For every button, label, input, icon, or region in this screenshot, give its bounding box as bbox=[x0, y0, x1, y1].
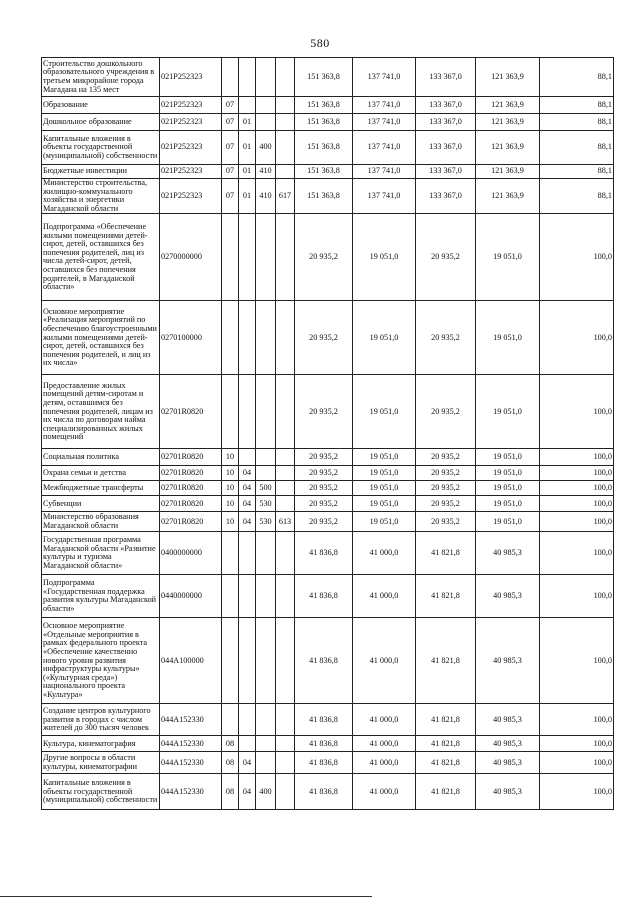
row-value-3: 20 935,2 bbox=[416, 214, 476, 301]
row-value-1: 20 935,2 bbox=[295, 466, 353, 481]
row-administrator bbox=[276, 481, 295, 496]
row-value-2: 41 000,0 bbox=[353, 774, 416, 810]
row-value-4: 121 363,9 bbox=[476, 97, 540, 114]
row-value-2: 19 051,0 bbox=[353, 301, 416, 375]
table-row bbox=[42, 165, 614, 179]
table-row bbox=[42, 774, 614, 810]
row-value-1: 20 935,2 bbox=[295, 375, 353, 449]
row-section bbox=[222, 618, 239, 704]
row-value-1: 41 836,8 bbox=[295, 736, 353, 752]
table-row bbox=[42, 375, 614, 449]
table-row bbox=[42, 736, 614, 752]
row-section: 07 bbox=[222, 165, 239, 179]
row-administrator bbox=[276, 131, 295, 165]
row-value-4: 121 363,9 bbox=[476, 165, 540, 179]
row-value-2: 137 741,0 bbox=[353, 179, 416, 214]
row-name: Создание центров культурного развития в городах с числом жителей до 300 тысяч человек bbox=[42, 704, 160, 736]
row-expense-type: 500 bbox=[256, 481, 276, 496]
row-administrator: 613 bbox=[276, 512, 295, 532]
row-value-2: 19 051,0 bbox=[353, 375, 416, 449]
row-value-1: 20 935,2 bbox=[295, 214, 353, 301]
row-value-3: 20 935,2 bbox=[416, 496, 476, 512]
row-value-3: 41 821,8 bbox=[416, 774, 476, 810]
row-name: Бюджетные инвестиции bbox=[42, 165, 160, 179]
row-value-2: 41 000,0 bbox=[353, 532, 416, 575]
row-value-2: 137 741,0 bbox=[353, 58, 416, 97]
row-value-4: 121 363,9 bbox=[476, 114, 540, 131]
row-value-1: 20 935,2 bbox=[295, 449, 353, 466]
row-subsection: 04 bbox=[239, 481, 256, 496]
row-section: 07 bbox=[222, 131, 239, 165]
row-section: 10 bbox=[222, 449, 239, 466]
row-expense-type bbox=[256, 575, 276, 618]
row-code: 0440000000 bbox=[160, 575, 222, 618]
row-expense-type bbox=[256, 466, 276, 481]
row-percent: 88,1 bbox=[540, 165, 614, 179]
row-value-4: 19 051,0 bbox=[476, 375, 540, 449]
row-code: 02701R0820 bbox=[160, 512, 222, 532]
row-value-4: 19 051,0 bbox=[476, 214, 540, 301]
row-subsection: 04 bbox=[239, 752, 256, 774]
row-administrator bbox=[276, 618, 295, 704]
row-value-1: 151 363,8 bbox=[295, 58, 353, 97]
row-section: 08 bbox=[222, 774, 239, 810]
row-name: Капитальные вложения в объекты государственной (муниципальной) собственности bbox=[42, 131, 160, 165]
bottom-rule bbox=[0, 896, 372, 897]
row-value-1: 151 363,8 bbox=[295, 97, 353, 114]
row-name: Министерство образования Магаданской области bbox=[42, 512, 160, 532]
row-percent: 100,0 bbox=[540, 375, 614, 449]
row-value-1: 41 836,8 bbox=[295, 532, 353, 575]
row-code: 021P252323 bbox=[160, 97, 222, 114]
row-expense-type bbox=[256, 58, 276, 97]
row-value-1: 151 363,8 bbox=[295, 179, 353, 214]
row-value-4: 19 051,0 bbox=[476, 301, 540, 375]
row-value-1: 151 363,8 bbox=[295, 165, 353, 179]
row-value-2: 19 051,0 bbox=[353, 481, 416, 496]
row-subsection bbox=[239, 58, 256, 97]
row-value-3: 133 367,0 bbox=[416, 165, 476, 179]
row-value-2: 41 000,0 bbox=[353, 575, 416, 618]
table-row bbox=[42, 532, 614, 575]
row-subsection: 01 bbox=[239, 114, 256, 131]
row-section: 10 bbox=[222, 512, 239, 532]
budget-table bbox=[41, 57, 614, 810]
table-row bbox=[42, 97, 614, 114]
row-value-2: 137 741,0 bbox=[353, 131, 416, 165]
row-value-1: 20 935,2 bbox=[295, 481, 353, 496]
row-percent: 88,1 bbox=[540, 97, 614, 114]
row-value-1: 20 935,2 bbox=[295, 301, 353, 375]
row-administrator bbox=[276, 532, 295, 575]
table-row bbox=[42, 449, 614, 466]
row-code: 021P252323 bbox=[160, 165, 222, 179]
row-name: Основное мероприятие «Отдельные мероприятия в рамках федерального проекта «Обеспечение качественно нового уровня развития инфраструктуры культуры» («Культурная среда») национального проекта «Культура» bbox=[42, 618, 160, 704]
row-value-2: 19 051,0 bbox=[353, 449, 416, 466]
row-expense-type: 530 bbox=[256, 512, 276, 532]
row-value-3: 20 935,2 bbox=[416, 449, 476, 466]
table-row bbox=[42, 58, 614, 97]
table-row bbox=[42, 114, 614, 131]
row-name: Межбюджетные трансферты bbox=[42, 481, 160, 496]
table-row bbox=[42, 752, 614, 774]
row-expense-type bbox=[256, 97, 276, 114]
row-value-2: 137 741,0 bbox=[353, 114, 416, 131]
row-subsection: 01 bbox=[239, 179, 256, 214]
row-percent: 88,1 bbox=[540, 58, 614, 97]
row-value-1: 41 836,8 bbox=[295, 774, 353, 810]
row-expense-type bbox=[256, 736, 276, 752]
table-row bbox=[42, 466, 614, 481]
row-value-4: 19 051,0 bbox=[476, 496, 540, 512]
table-row bbox=[42, 131, 614, 165]
row-administrator bbox=[276, 97, 295, 114]
row-value-1: 41 836,8 bbox=[295, 618, 353, 704]
row-subsection bbox=[239, 736, 256, 752]
row-expense-type bbox=[256, 375, 276, 449]
row-code: 02701R0820 bbox=[160, 449, 222, 466]
row-subsection bbox=[239, 449, 256, 466]
row-value-4: 40 985,3 bbox=[476, 532, 540, 575]
row-section bbox=[222, 532, 239, 575]
row-percent: 100,0 bbox=[540, 214, 614, 301]
row-percent: 88,1 bbox=[540, 131, 614, 165]
row-administrator bbox=[276, 301, 295, 375]
row-subsection: 04 bbox=[239, 512, 256, 532]
row-code: 044A152330 bbox=[160, 704, 222, 736]
row-subsection bbox=[239, 704, 256, 736]
row-administrator bbox=[276, 752, 295, 774]
row-subsection: 01 bbox=[239, 131, 256, 165]
row-code: 0270100000 bbox=[160, 301, 222, 375]
row-value-1: 151 363,8 bbox=[295, 114, 353, 131]
row-percent: 100,0 bbox=[540, 575, 614, 618]
row-percent: 100,0 bbox=[540, 704, 614, 736]
row-name: Субвенции bbox=[42, 496, 160, 512]
row-value-1: 20 935,2 bbox=[295, 512, 353, 532]
row-subsection: 04 bbox=[239, 496, 256, 512]
row-expense-type bbox=[256, 301, 276, 375]
row-value-4: 121 363,9 bbox=[476, 131, 540, 165]
row-code: 02701R0820 bbox=[160, 496, 222, 512]
row-section: 10 bbox=[222, 496, 239, 512]
row-section bbox=[222, 214, 239, 301]
row-percent: 100,0 bbox=[540, 752, 614, 774]
table-row bbox=[42, 704, 614, 736]
row-value-3: 41 821,8 bbox=[416, 618, 476, 704]
row-value-2: 19 051,0 bbox=[353, 214, 416, 301]
row-administrator bbox=[276, 496, 295, 512]
row-administrator bbox=[276, 165, 295, 179]
row-code: 0400000000 bbox=[160, 532, 222, 575]
row-expense-type: 400 bbox=[256, 774, 276, 810]
row-administrator bbox=[276, 114, 295, 131]
row-value-3: 20 935,2 bbox=[416, 301, 476, 375]
row-code: 044A152330 bbox=[160, 736, 222, 752]
row-value-3: 41 821,8 bbox=[416, 736, 476, 752]
row-name: Министерство строительства, жилищно-коммунального хозяйства и энергетики Магаданской области bbox=[42, 179, 160, 214]
row-code: 021P252323 bbox=[160, 114, 222, 131]
row-code: 021P252323 bbox=[160, 179, 222, 214]
row-subsection bbox=[239, 375, 256, 449]
row-value-2: 19 051,0 bbox=[353, 466, 416, 481]
row-name: Культура, кинематография bbox=[42, 736, 160, 752]
row-name: Подпрограмма «Обеспечение жилыми помещениями детей-сирот, детей, оставшихся без попечения родителей, лиц из числа детей-сирот, детей, оставшихся без попечения родителей, в Магаданской области» bbox=[42, 214, 160, 301]
table-row bbox=[42, 575, 614, 618]
row-value-2: 41 000,0 bbox=[353, 704, 416, 736]
row-name: Социальная политика bbox=[42, 449, 160, 466]
row-value-3: 41 821,8 bbox=[416, 575, 476, 618]
row-expense-type bbox=[256, 704, 276, 736]
row-name: Подпрограмма «Государственная поддержка развития культуры Магаданской области» bbox=[42, 575, 160, 618]
row-administrator bbox=[276, 214, 295, 301]
row-administrator bbox=[276, 736, 295, 752]
row-value-4: 121 363,9 bbox=[476, 179, 540, 214]
row-percent: 100,0 bbox=[540, 449, 614, 466]
row-code: 02701R0820 bbox=[160, 466, 222, 481]
row-administrator bbox=[276, 704, 295, 736]
row-code: 021P252323 bbox=[160, 131, 222, 165]
row-value-4: 40 985,3 bbox=[476, 575, 540, 618]
row-code: 021P252323 bbox=[160, 58, 222, 97]
row-subsection: 04 bbox=[239, 774, 256, 810]
row-value-4: 40 985,3 bbox=[476, 704, 540, 736]
row-value-3: 133 367,0 bbox=[416, 97, 476, 114]
row-subsection bbox=[239, 301, 256, 375]
row-expense-type: 410 bbox=[256, 179, 276, 214]
row-section bbox=[222, 58, 239, 97]
row-percent: 100,0 bbox=[540, 512, 614, 532]
row-value-4: 40 985,3 bbox=[476, 618, 540, 704]
row-value-2: 19 051,0 bbox=[353, 496, 416, 512]
row-administrator bbox=[276, 466, 295, 481]
row-expense-type: 400 bbox=[256, 131, 276, 165]
row-section bbox=[222, 704, 239, 736]
row-code: 044A100000 bbox=[160, 618, 222, 704]
row-value-3: 20 935,2 bbox=[416, 466, 476, 481]
row-percent: 100,0 bbox=[540, 736, 614, 752]
row-administrator bbox=[276, 58, 295, 97]
row-value-2: 137 741,0 bbox=[353, 165, 416, 179]
row-section: 10 bbox=[222, 481, 239, 496]
row-expense-type bbox=[256, 618, 276, 704]
row-section bbox=[222, 375, 239, 449]
row-name: Строительство дошкольного образовательного учреждения в третьем микрорайоне города Магадана на 135 мест bbox=[42, 58, 160, 97]
row-value-2: 41 000,0 bbox=[353, 736, 416, 752]
row-value-2: 41 000,0 bbox=[353, 752, 416, 774]
row-name: Охрана семьи и детства bbox=[42, 466, 160, 481]
row-subsection bbox=[239, 97, 256, 114]
row-expense-type bbox=[256, 449, 276, 466]
row-section: 10 bbox=[222, 466, 239, 481]
row-section: 08 bbox=[222, 752, 239, 774]
row-value-4: 19 051,0 bbox=[476, 449, 540, 466]
row-section: 08 bbox=[222, 736, 239, 752]
row-name: Государственная программа Магаданской области «Развитие культуры и туризма Магаданской области» bbox=[42, 532, 160, 575]
row-value-1: 41 836,8 bbox=[295, 704, 353, 736]
row-percent: 100,0 bbox=[540, 496, 614, 512]
row-value-2: 19 051,0 bbox=[353, 512, 416, 532]
row-expense-type bbox=[256, 114, 276, 131]
table-row bbox=[42, 179, 614, 214]
row-value-3: 41 821,8 bbox=[416, 704, 476, 736]
row-value-2: 41 000,0 bbox=[353, 618, 416, 704]
row-section: 07 bbox=[222, 114, 239, 131]
row-subsection bbox=[239, 214, 256, 301]
row-value-3: 133 367,0 bbox=[416, 58, 476, 97]
row-value-3: 41 821,8 bbox=[416, 752, 476, 774]
row-administrator: 617 bbox=[276, 179, 295, 214]
row-name: Образование bbox=[42, 97, 160, 114]
row-name: Основное мероприятие «Реализация мероприятий по обеспечению благоустроенными жилыми помещениями детей-сирот, детей, оставшихся без попечения родителей, и лиц из их числа» bbox=[42, 301, 160, 375]
row-percent: 100,0 bbox=[540, 618, 614, 704]
row-value-4: 40 985,3 bbox=[476, 752, 540, 774]
row-subsection: 01 bbox=[239, 165, 256, 179]
row-section: 07 bbox=[222, 179, 239, 214]
row-administrator bbox=[276, 375, 295, 449]
row-value-3: 20 935,2 bbox=[416, 512, 476, 532]
row-expense-type bbox=[256, 752, 276, 774]
row-administrator bbox=[276, 774, 295, 810]
row-value-2: 137 741,0 bbox=[353, 97, 416, 114]
row-expense-type: 530 bbox=[256, 496, 276, 512]
row-section: 07 bbox=[222, 97, 239, 114]
row-value-4: 121 363,9 bbox=[476, 58, 540, 97]
row-subsection bbox=[239, 532, 256, 575]
page-number: 580 bbox=[310, 36, 330, 50]
row-value-4: 19 051,0 bbox=[476, 512, 540, 532]
row-value-3: 133 367,0 bbox=[416, 114, 476, 131]
table-row bbox=[42, 618, 614, 704]
row-value-4: 19 051,0 bbox=[476, 466, 540, 481]
row-subsection: 04 bbox=[239, 466, 256, 481]
row-value-1: 20 935,2 bbox=[295, 496, 353, 512]
row-value-4: 40 985,3 bbox=[476, 774, 540, 810]
table-row bbox=[42, 481, 614, 496]
table-row bbox=[42, 301, 614, 375]
row-value-4: 19 051,0 bbox=[476, 481, 540, 496]
row-code: 0270000000 bbox=[160, 214, 222, 301]
row-name: Дошкольное образование bbox=[42, 114, 160, 131]
row-code: 044A152330 bbox=[160, 774, 222, 810]
row-subsection bbox=[239, 575, 256, 618]
row-expense-type bbox=[256, 532, 276, 575]
row-value-3: 20 935,2 bbox=[416, 481, 476, 496]
table-row bbox=[42, 512, 614, 532]
row-code: 02701R0820 bbox=[160, 375, 222, 449]
row-percent: 88,1 bbox=[540, 179, 614, 214]
row-percent: 100,0 bbox=[540, 532, 614, 575]
row-administrator bbox=[276, 449, 295, 466]
row-value-1: 41 836,8 bbox=[295, 575, 353, 618]
row-percent: 100,0 bbox=[540, 301, 614, 375]
row-administrator bbox=[276, 575, 295, 618]
row-name: Другие вопросы в области культуры, кинематографии bbox=[42, 752, 160, 774]
row-expense-type bbox=[256, 214, 276, 301]
row-subsection bbox=[239, 618, 256, 704]
row-value-3: 133 367,0 bbox=[416, 131, 476, 165]
row-code: 02701R0820 bbox=[160, 481, 222, 496]
row-code: 044A152330 bbox=[160, 752, 222, 774]
table-row bbox=[42, 214, 614, 301]
row-percent: 88,1 bbox=[540, 114, 614, 131]
row-percent: 100,0 bbox=[540, 466, 614, 481]
row-value-1: 41 836,8 bbox=[295, 752, 353, 774]
row-value-3: 41 821,8 bbox=[416, 532, 476, 575]
table-row bbox=[42, 496, 614, 512]
row-section bbox=[222, 301, 239, 375]
row-value-1: 151 363,8 bbox=[295, 131, 353, 165]
row-name: Предоставление жилых помещений детям-сиротам и детям, оставшимся без попечения родителей, лицам из их числа по договорам найма специализированных жилых помещений bbox=[42, 375, 160, 449]
row-name: Капитальные вложения в объекты государственной (муниципальной) собственности bbox=[42, 774, 160, 810]
row-value-4: 40 985,3 bbox=[476, 736, 540, 752]
row-expense-type: 410 bbox=[256, 165, 276, 179]
row-percent: 100,0 bbox=[540, 481, 614, 496]
row-value-3: 20 935,2 bbox=[416, 375, 476, 449]
row-percent: 100,0 bbox=[540, 774, 614, 810]
row-value-3: 133 367,0 bbox=[416, 179, 476, 214]
row-section bbox=[222, 575, 239, 618]
table-body bbox=[42, 58, 614, 810]
